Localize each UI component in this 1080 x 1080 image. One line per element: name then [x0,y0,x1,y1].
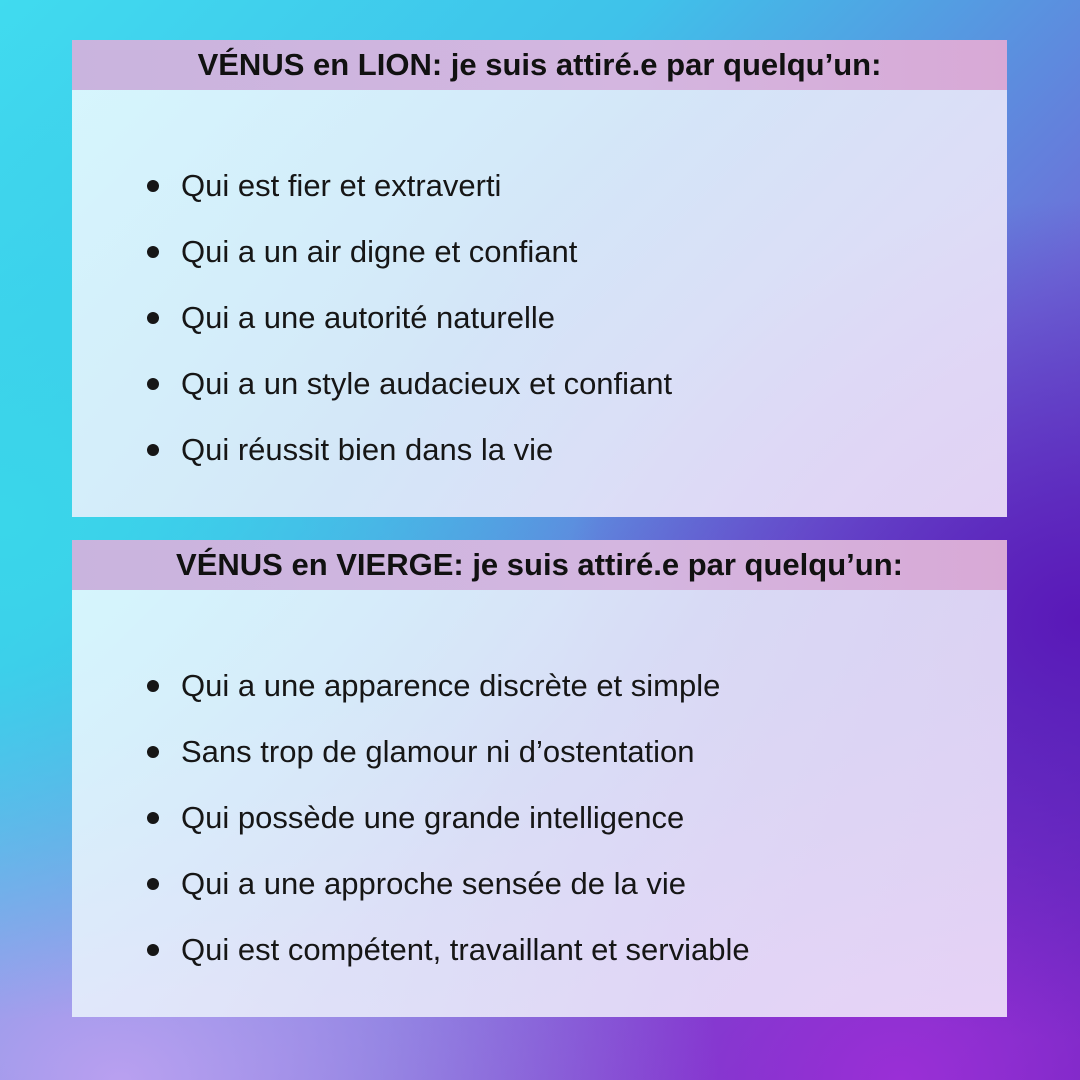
list-item [147,653,750,719]
list-item-text: Sans trop de glamour ni d’ostentation [181,734,695,769]
list-item [147,417,672,483]
list-item [147,153,672,219]
list-item [147,351,672,417]
list-item-text: Qui a un style audacieux et confiant [181,366,673,401]
list-item-text: Qui a un air digne et confiant [181,234,578,269]
venus-vierge-card [72,540,1007,1017]
list-item [147,285,672,351]
bullet-icon [147,246,159,258]
bullet-icon [147,312,159,324]
list-item-text: Qui possède une grande intelligence [181,800,685,835]
list-item-text: Qui réussit bien dans la vie [181,432,554,467]
venus-lion-card [72,40,1007,517]
bullet-icon [147,878,159,890]
list-item [147,851,750,917]
venus-vierge-list [147,653,750,983]
list-item [147,719,750,785]
bullet-icon [147,444,159,456]
venus-lion-list [147,153,672,483]
list-item-text: Qui est compétent, travaillant et serviable [181,932,750,967]
bullet-icon [147,680,159,692]
list-item [147,219,672,285]
bullet-icon [147,944,159,956]
list-item [147,917,750,983]
venus-vierge-title: VÉNUS en VIERGE: je suis attiré.e par quelqu’un: [72,540,1007,590]
bullet-icon [147,746,159,758]
bullet-icon [147,180,159,192]
list-item-text: Qui est fier et extraverti [181,168,502,203]
list-item-text: Qui a une apparence discrète et simple [181,668,721,703]
list-item-text: Qui a une approche sensée de la vie [181,866,686,901]
bullet-icon [147,812,159,824]
bullet-icon [147,378,159,390]
list-item-text: Qui a une autorité naturelle [181,300,555,335]
list-item [147,785,750,851]
venus-lion-title: VÉNUS en LION: je suis attiré.e par quelqu’un: [72,40,1007,90]
